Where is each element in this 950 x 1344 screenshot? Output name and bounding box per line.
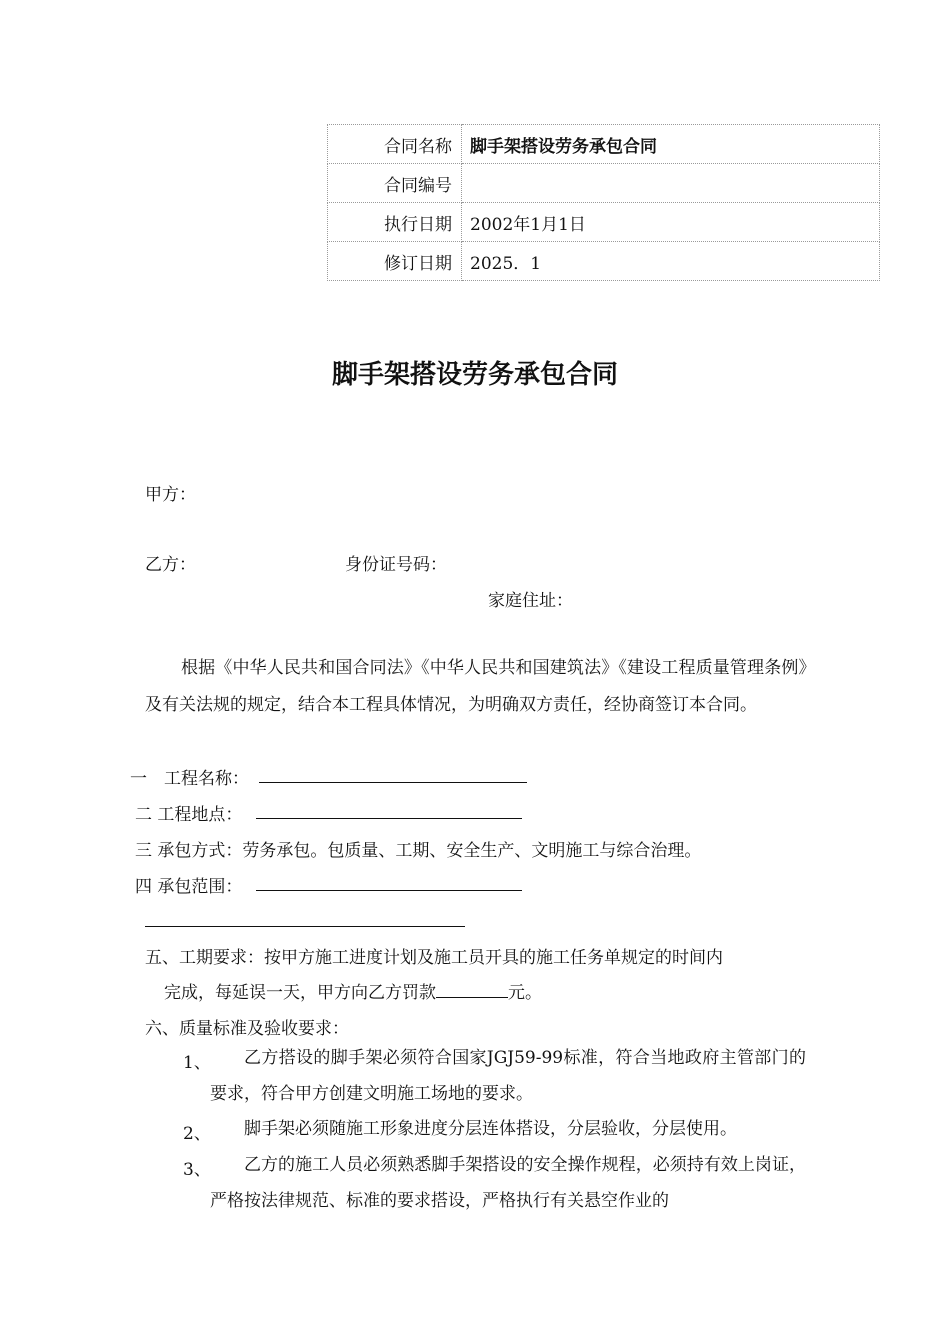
document-title: 脚手架搭设劳务承包合同 bbox=[331, 360, 618, 390]
schedule-penalty-text: 完成，每延误一天，甲方向乙方罚款 bbox=[164, 983, 436, 1003]
project-location-blank bbox=[256, 818, 522, 819]
contract-number-label: 合同编号 bbox=[328, 164, 462, 203]
clause-schedule-line2 bbox=[164, 978, 542, 1003]
id-number-label: 身份证号码： bbox=[345, 555, 447, 575]
revision-date-label: 修订日期 bbox=[328, 242, 462, 281]
table-row bbox=[328, 203, 880, 242]
quality-item-text: 乙方的施工人员必须熟悉脚手架搭设的安全操作规程，必须持有效上岗证，严格按法律规范、标准的要求搭设，严格执行有关悬空作业的 bbox=[210, 1155, 806, 1211]
home-address-label: 家庭住址： bbox=[488, 591, 573, 611]
party-b-label: 乙方： bbox=[145, 555, 196, 575]
intro-paragraph: 根据《中华人民共和国合同法》《中华人民共和国建筑法》《建设工程质量管理条例》及有关法规的规定，结合本工程具体情况，为明确双方责任，经协商签订本合同。 bbox=[145, 658, 807, 715]
contract-number-value bbox=[462, 164, 880, 203]
project-name-blank bbox=[259, 782, 527, 783]
contract-name-label: 合同名称 bbox=[328, 125, 462, 164]
contract-name-value: 脚手架搭设劳务承包合同 bbox=[462, 125, 880, 164]
contract-scope-blank bbox=[256, 890, 522, 891]
schedule-penalty-unit: 元。 bbox=[508, 983, 542, 1003]
party-a-label: 甲方： bbox=[145, 485, 196, 505]
penalty-amount-blank bbox=[436, 983, 508, 998]
clause-quality-heading: 六、质量标准及验收要求： bbox=[145, 1019, 349, 1039]
quality-item-number: 2、 bbox=[183, 1124, 211, 1144]
clause-contract-scope: 四 承包范围： bbox=[135, 877, 243, 897]
clause-contract-method: 三 承包方式：劳务承包。包质量、工期、安全生产、文明施工与综合治理。 bbox=[135, 841, 702, 861]
quality-item-text: 脚手架必须随施工形象进度分层连体搭设，分层验收，分层使用。 bbox=[244, 1119, 737, 1139]
table-row bbox=[328, 125, 880, 164]
clause-schedule-line1: 五、工期要求：按甲方施工进度计划及施工员开具的施工任务单规定的时间内 bbox=[145, 948, 723, 968]
table-row bbox=[328, 164, 880, 203]
contract-info-table bbox=[327, 124, 880, 281]
clause-project-name: 一 工程名称： bbox=[130, 769, 249, 789]
table-row bbox=[328, 242, 880, 281]
effective-date-label: 执行日期 bbox=[328, 203, 462, 242]
quality-item-text: 乙方搭设的脚手架必须符合国家JGJ59-99标准，符合当地政府主管部门的要求，符合甲方创建文明施工场地的要求。 bbox=[210, 1048, 806, 1104]
contract-scope-blank-2 bbox=[145, 926, 465, 927]
quality-item-number: 1、 bbox=[183, 1053, 211, 1073]
quality-item-number: 3、 bbox=[183, 1160, 211, 1180]
revision-date-value: 2025．1 bbox=[462, 242, 880, 281]
clause-project-location: 二 工程地点： bbox=[135, 805, 243, 825]
effective-date-value: 2002年1月1日 bbox=[462, 203, 880, 242]
